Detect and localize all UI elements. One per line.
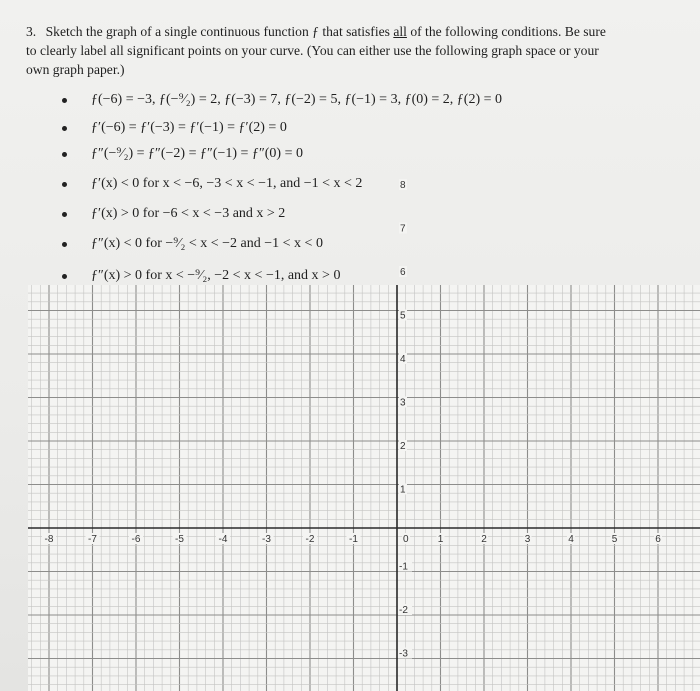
y-tick-label: -2 bbox=[399, 605, 408, 616]
problem-statement bbox=[26, 22, 666, 79]
problem-line-3: own graph paper.) bbox=[26, 62, 125, 77]
problem-text-all: all bbox=[393, 24, 407, 39]
x-tick-label: -7 bbox=[88, 534, 97, 545]
condition-text: ƒ(−6) = −3, ƒ(−⁹⁄₂) = 2, ƒ(−3) = 7, ƒ(−2) = 5, ƒ(−1) = 3, ƒ(0) = 2, ƒ(2) = 0 bbox=[91, 92, 503, 107]
y-tick-label: -3 bbox=[399, 648, 408, 660]
x-tick-label: 3 bbox=[524, 534, 531, 545]
y-tick-label: 3 bbox=[400, 397, 406, 409]
x-tick-label: 5 bbox=[611, 534, 618, 545]
condition-item bbox=[62, 120, 287, 136]
y-tick-label: 4 bbox=[400, 354, 406, 365]
y-tick-label: 7 bbox=[400, 223, 406, 235]
condition-text: ƒ′(−6) = ƒ′(−3) = ƒ′(−1) = ƒ′(2) = 0 bbox=[91, 120, 287, 135]
condition-item bbox=[62, 176, 362, 192]
problem-text-1: Sketch the graph of a single continuous function ƒ that satisfies bbox=[45, 24, 390, 39]
condition-item bbox=[62, 268, 340, 284]
condition-item bbox=[62, 236, 323, 252]
condition-text: ƒ″(x) > 0 for x < −⁹⁄₂, −2 < x < −1, and x > 0 bbox=[91, 268, 341, 283]
bullet-icon bbox=[62, 274, 67, 279]
condition-text: ƒ′(x) < 0 for x < −6, −3 < x < −1, and −1 < x < 2 bbox=[91, 176, 363, 191]
x-tick-label: -8 bbox=[44, 534, 54, 545]
condition-text: ƒ″(x) < 0 for −⁹⁄₂ < x < −2 and −1 < x < 0 bbox=[91, 236, 323, 251]
condition-item bbox=[62, 92, 502, 108]
x-tick-label: -3 bbox=[262, 534, 271, 545]
y-tick-label: 2 bbox=[400, 441, 406, 452]
condition-text: ƒ′(x) > 0 for −6 < x < −3 and x > 2 bbox=[91, 206, 286, 221]
problem-text-1-tail: of the following conditions. Be sure bbox=[410, 24, 606, 39]
condition-text: ƒ″(−⁹⁄₂) = ƒ″(−2) = ƒ″(−1) = ƒ″(0) = 0 bbox=[91, 146, 303, 161]
x-tick-label: 1 bbox=[437, 534, 444, 545]
x-tick-label: -5 bbox=[175, 534, 184, 545]
condition-item bbox=[62, 146, 303, 162]
y-tick-label: 8 bbox=[400, 180, 406, 191]
bullet-icon bbox=[62, 242, 67, 247]
y-tick-label: 6 bbox=[400, 267, 406, 278]
problem-number: 3. bbox=[26, 24, 37, 39]
bullet-icon bbox=[62, 152, 67, 157]
bullet-icon bbox=[62, 126, 67, 131]
y-tick-label: -1 bbox=[399, 561, 408, 573]
x-tick-label: 4 bbox=[568, 534, 574, 545]
bullet-icon bbox=[62, 182, 67, 187]
x-tick-label: -6 bbox=[131, 534, 141, 545]
x-tick-label: 0 bbox=[403, 534, 409, 545]
x-tick-label: -1 bbox=[349, 534, 358, 545]
bullet-icon bbox=[62, 98, 67, 103]
condition-item bbox=[62, 206, 285, 222]
x-tick-label: -4 bbox=[218, 534, 228, 545]
bullet-icon bbox=[62, 212, 67, 217]
x-tick-label: 6 bbox=[655, 534, 661, 545]
x-tick-label: -2 bbox=[305, 534, 315, 545]
x-tick-label: 2 bbox=[481, 534, 487, 545]
y-tick-label: 5 bbox=[400, 310, 406, 322]
y-tick-label: 1 bbox=[400, 484, 406, 496]
problem-line-1 bbox=[26, 22, 666, 41]
problem-line-2: to clearly label all significant points on your curve. (You can either use the following graph space or your bbox=[26, 43, 599, 58]
